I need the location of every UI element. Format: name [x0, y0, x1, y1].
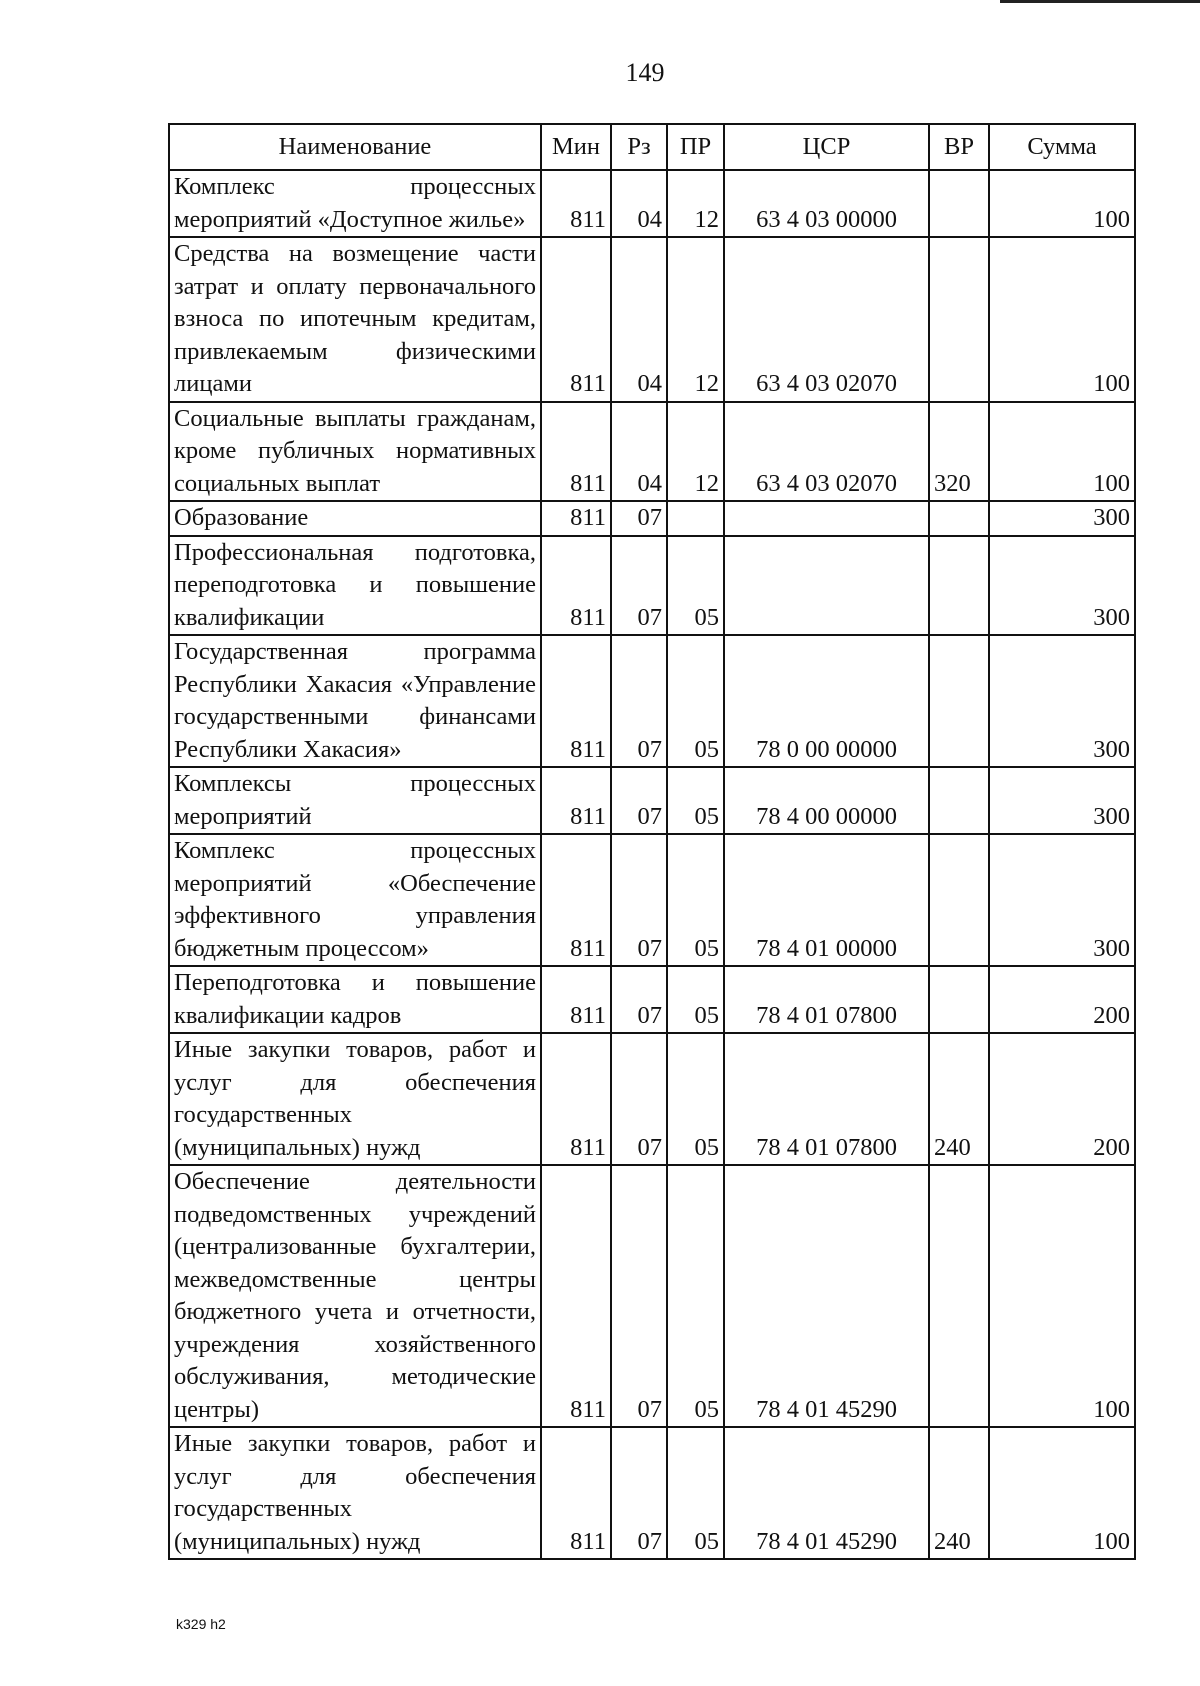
row-name: Комплекс процессных мероприятий «Доступное жилье»: [169, 170, 541, 237]
table-row: [169, 966, 1135, 1033]
header-sum: Сумма: [989, 124, 1135, 170]
row-vr: 320: [929, 402, 989, 502]
row-rz: 07: [611, 966, 667, 1033]
row-csr: 63 4 03 02070: [724, 402, 929, 502]
row-vr: 240: [929, 1033, 989, 1165]
row-min: 811: [541, 1033, 611, 1165]
row-sum: 200: [989, 1033, 1135, 1165]
row-csr: [724, 536, 929, 636]
row-pr: 05: [667, 834, 724, 966]
row-name: Иные закупки товаров, работ и услуг для обеспечения государственных (муниципальных) нужд: [169, 1427, 541, 1559]
row-name: Обеспечение деятельности подведомственных учреждений (централизованные бухгалтерии, межведомственные центры бюджетного учета и отчетности, учреждения хозяйственного обслуживания, методические центры): [169, 1165, 541, 1427]
row-sum: 100: [989, 1427, 1135, 1559]
row-pr: 05: [667, 536, 724, 636]
row-pr: 05: [667, 1033, 724, 1165]
row-pr: [667, 501, 724, 536]
row-name: Государственная программа Республики Хакасия «Управление государственными финансами Республики Хакасия»: [169, 635, 541, 767]
header-name: Наименование: [169, 124, 541, 170]
row-pr: 05: [667, 1165, 724, 1427]
row-pr: 05: [667, 1427, 724, 1559]
table-row: [169, 1427, 1135, 1559]
table-row: [169, 767, 1135, 834]
scan-edge-line: [1000, 0, 1200, 3]
row-name: Комплексы процессных мероприятий: [169, 767, 541, 834]
row-pr: 12: [667, 170, 724, 237]
row-csr: 78 4 01 07800: [724, 1033, 929, 1165]
row-rz: 07: [611, 1033, 667, 1165]
row-rz: 07: [611, 1427, 667, 1559]
header-vr: ВР: [929, 124, 989, 170]
table-row: [169, 1033, 1135, 1165]
table-row: [169, 402, 1135, 502]
row-sum: 300: [989, 501, 1135, 536]
row-min: 811: [541, 501, 611, 536]
row-min: 811: [541, 170, 611, 237]
row-vr: 240: [929, 1427, 989, 1559]
row-vr: [929, 834, 989, 966]
table-row: [169, 536, 1135, 636]
row-vr: [929, 237, 989, 402]
row-vr: [929, 966, 989, 1033]
row-name: Профессиональная подготовка, переподготовка и повышение квалификации: [169, 536, 541, 636]
row-rz: 04: [611, 402, 667, 502]
row-csr: 63 4 03 02070: [724, 237, 929, 402]
row-csr: 78 4 01 07800: [724, 966, 929, 1033]
row-min: 811: [541, 767, 611, 834]
row-name: Образование: [169, 501, 541, 536]
table-row: [169, 170, 1135, 237]
budget-table: [168, 123, 1136, 1560]
row-rz: 07: [611, 536, 667, 636]
row-csr: 78 4 01 45290: [724, 1427, 929, 1559]
row-pr: 05: [667, 635, 724, 767]
row-csr: 78 4 01 45290: [724, 1165, 929, 1427]
row-csr: 63 4 03 00000: [724, 170, 929, 237]
row-min: 811: [541, 1165, 611, 1427]
row-rz: 04: [611, 237, 667, 402]
row-csr: 78 4 01 00000: [724, 834, 929, 966]
row-vr: [929, 501, 989, 536]
table-row: [169, 237, 1135, 402]
row-min: 811: [541, 966, 611, 1033]
row-min: 811: [541, 834, 611, 966]
row-sum: 200: [989, 966, 1135, 1033]
row-min: 811: [541, 402, 611, 502]
row-min: 811: [541, 237, 611, 402]
row-rz: 07: [611, 1165, 667, 1427]
row-name: Комплекс процессных мероприятий «Обеспечение эффективного управления бюджетным процессом»: [169, 834, 541, 966]
row-vr: [929, 536, 989, 636]
row-min: 811: [541, 536, 611, 636]
row-name: Социальные выплаты гражданам, кроме публичных нормативных социальных выплат: [169, 402, 541, 502]
row-min: 811: [541, 635, 611, 767]
row-pr: 12: [667, 237, 724, 402]
table-row: [169, 635, 1135, 767]
row-rz: 07: [611, 501, 667, 536]
table-row: [169, 1165, 1135, 1427]
page-number: 149: [625, 58, 665, 87]
row-sum: 100: [989, 1165, 1135, 1427]
row-sum: 300: [989, 635, 1135, 767]
row-min: 811: [541, 1427, 611, 1559]
row-sum: 300: [989, 536, 1135, 636]
row-rz: 07: [611, 635, 667, 767]
row-name: Средства на возмещение части затрат и оплату первоначального взноса по ипотечным кредитам, привлекаемым физическими лицами: [169, 237, 541, 402]
header-min: Мин: [541, 124, 611, 170]
table-row: [169, 834, 1135, 966]
row-name: Переподготовка и повышение квалификации кадров: [169, 966, 541, 1033]
row-sum: 100: [989, 402, 1135, 502]
row-vr: [929, 767, 989, 834]
table-header-row: [169, 124, 1135, 170]
row-sum: 300: [989, 767, 1135, 834]
table-row: [169, 501, 1135, 536]
row-vr: [929, 635, 989, 767]
header-pr: ПР: [667, 124, 724, 170]
row-rz: 04: [611, 170, 667, 237]
header-csr: ЦСР: [724, 124, 929, 170]
row-csr: 78 4 00 00000: [724, 767, 929, 834]
row-csr: [724, 501, 929, 536]
row-sum: 100: [989, 170, 1135, 237]
row-rz: 07: [611, 767, 667, 834]
row-pr: 05: [667, 767, 724, 834]
row-pr: 12: [667, 402, 724, 502]
row-rz: 07: [611, 834, 667, 966]
row-pr: 05: [667, 966, 724, 1033]
row-vr: [929, 1165, 989, 1427]
row-name: Иные закупки товаров, работ и услуг для обеспечения государственных (муниципальных) нужд: [169, 1033, 541, 1165]
row-sum: 300: [989, 834, 1135, 966]
row-vr: [929, 170, 989, 237]
row-sum: 100: [989, 237, 1135, 402]
row-csr: 78 0 00 00000: [724, 635, 929, 767]
header-rz: Рз: [611, 124, 667, 170]
footer-code: k329 h2: [176, 1616, 226, 1632]
